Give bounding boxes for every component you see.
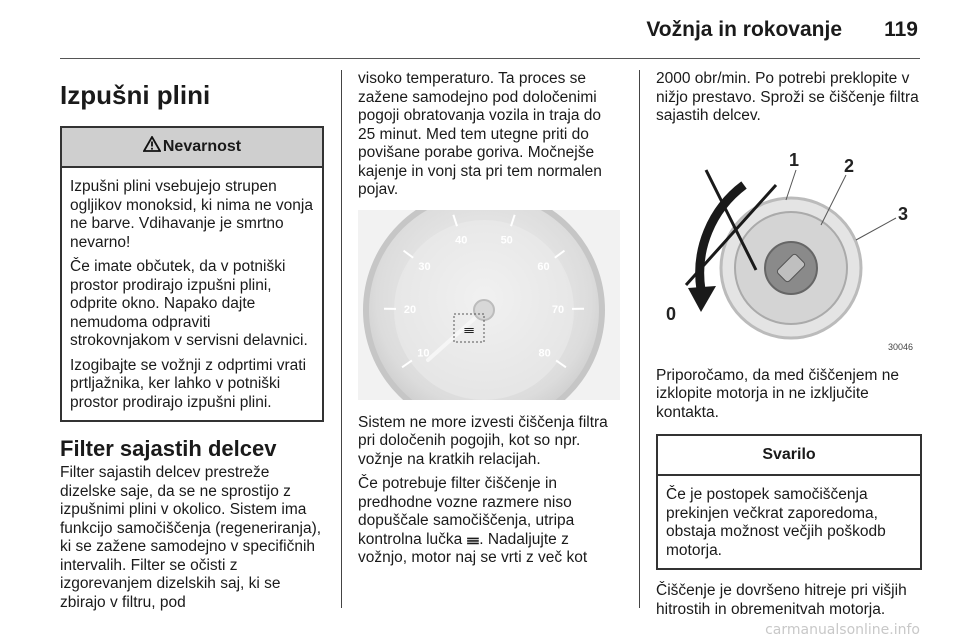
section-title: Izpušni plini [60,80,211,110]
body-paragraph: Sistem ne more izvesti čiščenja filtra pri določenih pogojih, kot so npr. vožnje na kratkih relacijah. [358,413,608,468]
column-3 [656,70,922,625]
figure-code: 30046 [888,341,914,352]
body-paragraph: Filter sajastih delcev prestreže dizelske saje, da se ne sprostijo z izpušnimi plini v okolico. Sistem ima funkcijo samočiščenja (regeneriranja), ki se zažene samodejno v specifičnih intervalih. Filter se očisti z izgorevanjem dizelskih saj, ki se zbirajo v filtru, pod [60,464,322,611]
gauge-label: 40 [455,234,468,247]
gauge-label: 70 [551,303,565,316]
danger-paragraph: Izogibajte se vožnji z odprtimi vrati prtljažnika, ker lahko v potniški prostor prodirajo izpušni plini. [70,356,307,411]
caution-paragraph: Če je postopek samočiščenja prekinjen večkrat zaporedoma, obstaja možnost večjih poškodb motorja. [666,486,886,559]
body-text-a: Če potrebuje filter čiščenje in predhodne vozne razmere niso dopuščale samočiščenja, utripa kontrolna lučka [358,475,575,548]
danger-box-body [62,168,322,420]
chapter-title: Vožnja in rokovanje [646,18,842,41]
caution-box [656,434,922,570]
danger-box [60,126,324,422]
page-header [0,0,960,62]
body-paragraph: Čiščenje je dovršeno hitreje pri višjih hitrostih in obremenitvah motorja. [656,582,907,618]
dpf-indicator-icon: 𝍢 [466,530,480,548]
body-paragraph: visoko temperaturo. Ta proces se zažene samodejno pod določenimi pogoji obratovanja vozila in traja do 25 minut. Med tem utegne priti do povišane porabe goriva. Močnejše kajenje in vonj sta pri tem normalen pojav. [358,70,602,198]
subsection-title: Filter sajastih delcev [60,436,277,461]
danger-box-title: Nevarnost [162,137,242,155]
body-paragraph: 2000 obr/min. Po potrebi preklopite v nižjo prestavo. Sproži se čiščenje filtra sajastih delcev. [656,70,919,124]
figure-label-2: 2 [844,155,855,176]
danger-paragraph: Če imate občutek, da v potniški prostor prodirajo izpušni plini, odprite okno. Napako dajte nemudoma odpraviti strokovnjakom v servisni delavnici. [70,258,308,349]
warning-triangle-icon [143,136,161,158]
caution-box-header: Svarilo [658,436,920,476]
gauge-label: 20 [403,303,417,316]
body-text-b: . Nadaljujte z vožnjo, motor naj se vrti z več kot [358,530,588,566]
tachometer-figure [358,210,620,400]
gauge-label: 30 [418,260,431,273]
watermark: carmanualsonline.info [765,622,920,638]
gauge-label: 10 [417,346,430,359]
danger-box-header [62,128,322,168]
column-2 [358,70,622,574]
column-1 [60,70,324,618]
danger-paragraph: Izpušni plini vsebujejo strupen ogljikov monoksid, ki nima ne vonja ne barve. Vdihavanje je smrtno nevarno! [70,178,313,251]
gauge-label: 80 [538,346,551,359]
header-rule [60,58,920,59]
caution-box-body [658,476,920,568]
figure-label-1: 1 [789,149,800,170]
figure-label-0: 0 [666,303,677,324]
body-paragraph: Priporočamo, da med čiščenjem ne izklopite motorja in ne izključite kontakta. [656,366,899,421]
column-divider-2 [639,70,640,608]
gauge-label: 50 [500,234,513,247]
gauge-label: 60 [537,260,550,273]
ignition-switch-figure [656,140,922,355]
page-number: 119 [884,18,918,41]
figure-label-3: 3 [898,203,909,224]
svg-text:𝍢: 𝍢 [463,321,475,337]
body-paragraph [358,475,622,568]
column-divider-1 [341,70,342,608]
